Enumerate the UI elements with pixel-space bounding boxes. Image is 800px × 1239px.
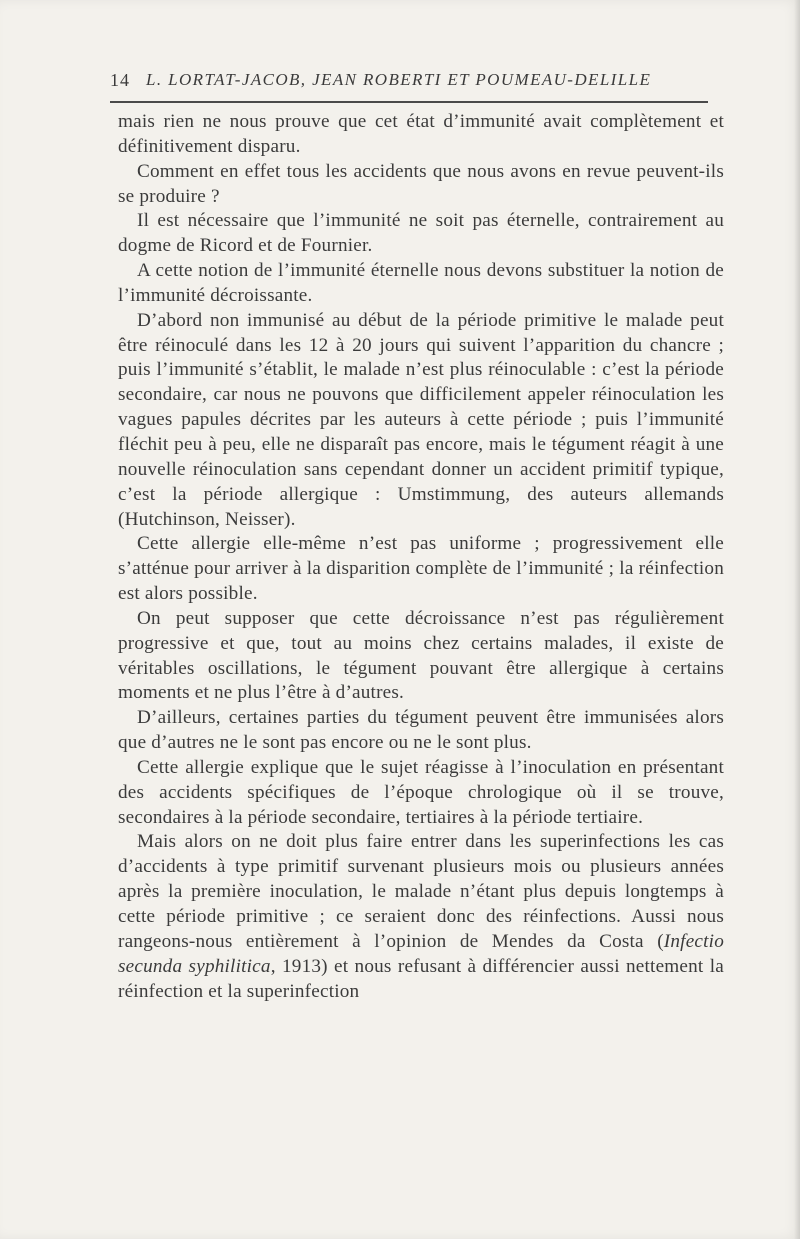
paragraph: A cette notion de l’immunité éternelle nous devons substituer la notion de l’immunité décroissante. bbox=[118, 260, 724, 306]
paragraph: Cette allergie explique que le sujet réagisse à l’inoculation en présentant des accidents spécifiques de l’époque chrologique où il se trouve, secondaires à la période secondaire, tertiaires à la période tertiaire. bbox=[118, 756, 724, 828]
paragraph: Il est nécessaire que l’immunité ne soit pas éternelle, contrairement au dogme de Ricord et de Fournier. bbox=[118, 210, 724, 257]
header-rule bbox=[110, 101, 708, 103]
italic-title: Infectio secunda syphilitica bbox=[118, 930, 724, 977]
page-header bbox=[110, 70, 710, 94]
paragraph bbox=[118, 830, 724, 1004]
paragraph-text: , 1913) et nous refusant à différencier aussi nettement la réinfection et la superinfection bbox=[118, 955, 724, 1002]
paragraph: mais rien ne nous prouve que cet état d’immunité avait complètement et définitivement disparu. bbox=[118, 111, 724, 157]
paragraph: On peut supposer que cette décroissance n’est pas régulièrement progressive et que, tout au moins chez certains malades, il existe de véritables oscillations, le tégument pouvant être allergique à certains moments et ne plus l’être à d’autres. bbox=[118, 607, 724, 704]
page-number: 14 bbox=[110, 70, 130, 90]
paragraph: D’abord non immunisé au début de la période primitive le malade peut être réinoculé dans les 12 à 20 jours qui suivent l’apparition du chancre ; puis l’immunité s’établit, le malade n’est plus réinoculable : c’est la période secondaire, car nous ne pouvons que difficilement appeler réinoculation les vagues papules décrites par les auteurs à cette période ; puis l’immunité fléchit peu à peu, elle ne disparaît pas encore, mais le tégument réagit à une nouvelle réinoculation sans cependant donner un accident primitif typique, c’est la période allergique : Umstimmung, des auteurs allemands (Hutchinson, Neisser). bbox=[118, 309, 724, 530]
body-text bbox=[118, 110, 724, 1004]
paragraph: Cette allergie elle-même n’est pas uniforme ; progressivement elle s’atténue pour arriver à la disparition complète de l’immunité ; la réinfection est alors possible. bbox=[118, 533, 724, 605]
running-head: L. LORTAT-JACOB, JEAN ROBERTI ET POUMEAU-DELILLE bbox=[146, 70, 652, 89]
paragraph: D’ailleurs, certaines parties du tégument peuvent être immunisées alors que d’autres ne le sont pas encore ou ne le sont plus. bbox=[118, 707, 724, 754]
paragraph: Comment en effet tous les accidents que nous avons en revue peuvent-ils se produire ? bbox=[118, 160, 724, 207]
paragraph-text: Mais alors on ne doit plus faire entrer dans les superinfections les cas d’accidents à type primitif survenant plusieurs mois ou plusieurs années après la première inoculation, le malade n’étant plus depuis longtemps à cette période primitive ; ce seraient donc des réinfections. Aussi nous rangeons-nous entièrement à l’opinion de Mendes da Costa ( bbox=[118, 831, 724, 952]
page-edge-shadow bbox=[794, 0, 800, 1239]
